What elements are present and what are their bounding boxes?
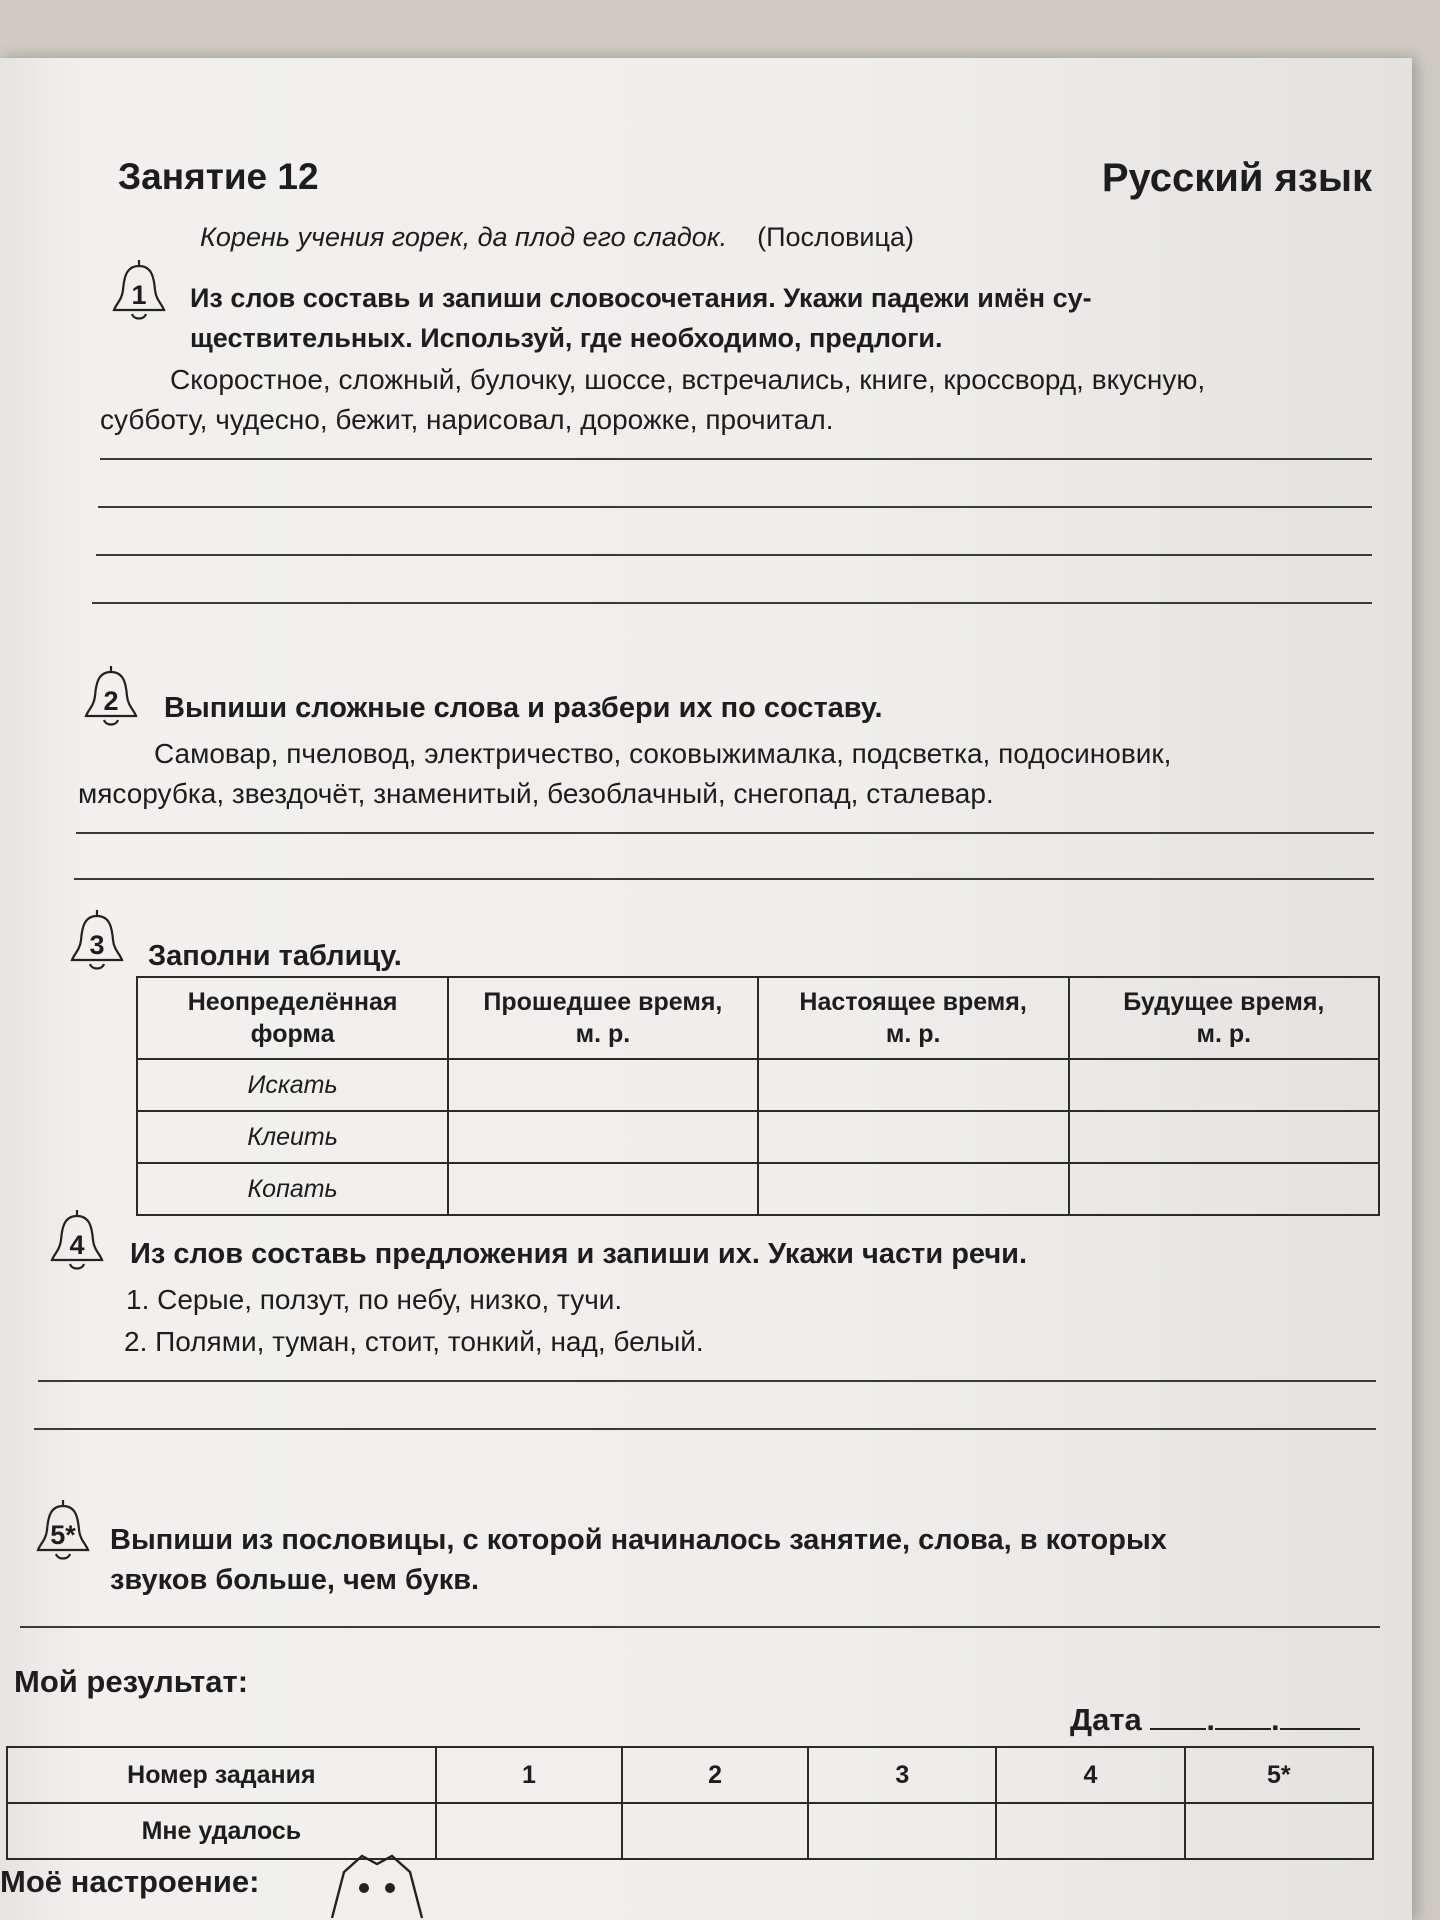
subject-title: Русский язык [1101,156,1372,200]
answer-line[interactable] [92,602,1372,604]
verb-cell: Клеить [137,1111,448,1163]
answer-cell[interactable] [758,1163,1069,1215]
mood-face-icon[interactable] [322,1842,432,1920]
answer-cell[interactable] [448,1111,757,1163]
answer-line[interactable] [76,832,1374,834]
task-2-words-line2: мясорубка, звездочёт, знаменитый, безоблачный, снегопад, сталевар. [78,778,994,809]
bell-icon [110,256,168,322]
task-1-words-line2: субботу, чудесно, бежит, нарисовал, дорожке, прочитал. [100,404,834,435]
answer-line[interactable] [20,1626,1380,1628]
table-header: Неопределённая форма [137,977,448,1059]
result-row-label: Номер задания [7,1747,436,1803]
task-1-words-line1: Скоростное, сложный, булочку, шоссе, встречались, книге, кроссворд, вкусную, [170,364,1206,395]
bell-icon [48,1206,106,1272]
answer-cell[interactable] [1069,1111,1379,1163]
proverb-source: (Пословица) [757,222,914,252]
task-number-cell: 4 [996,1747,1184,1803]
proverb-text: Корень учения горек, да плод его сладок. [200,222,728,252]
bell-icon [68,906,126,972]
proverb [200,222,914,253]
task-number: 2 [103,686,119,716]
answer-line[interactable] [74,878,1374,880]
verb-cell: Искать [137,1059,448,1111]
task-2-words-line1: Самовар, пчеловод, электричество, соковыжималка, подсветка, подосиновик, [154,738,1172,769]
task-number-cell: 2 [622,1747,808,1803]
task-number-cell: 5* [1185,1747,1373,1803]
answer-line[interactable] [96,554,1372,556]
result-cell[interactable] [1185,1803,1373,1859]
answer-line[interactable] [98,506,1372,508]
task-number: 4 [69,1230,85,1260]
date-label: Дата . . [1070,1702,1360,1738]
answer-cell[interactable] [758,1059,1069,1111]
verb-cell: Копать [137,1163,448,1215]
table-row [137,1059,1379,1111]
answer-line[interactable] [34,1428,1376,1430]
answer-cell[interactable] [448,1163,757,1215]
table-row [137,1111,1379,1163]
bell-icon [34,1496,92,1562]
answer-cell[interactable] [1069,1059,1379,1111]
verb-table [136,976,1380,1216]
answer-cell[interactable] [448,1059,757,1111]
result-cell[interactable] [996,1803,1184,1859]
task-2-instruction: Выпиши сложные слова и разбери их по составу. [164,692,883,724]
table-header: Настоящее время, м. р. [758,977,1069,1059]
task-3-instruction: Заполни таблицу. [148,940,402,972]
task-1-instruction: Из слов составь и запиши словосочетания. Укажи падежи имён су- ществительных. Используй, где необходимо, предлоги. [190,283,1092,353]
result-table [6,1746,1374,1860]
task-5-instruction: Выпиши из пословицы, с которой начиналось занятие, слова, в которых звуков больше, чем букв. [110,1524,1167,1596]
table-row [137,1163,1379,1215]
task-number: 1 [131,280,147,310]
result-row-label: Мне удалось [7,1803,436,1859]
task-number-cell: 1 [436,1747,622,1803]
task-4-sentence-2: 2. Полями, туман, стоит, тонкий, над, белый. [124,1326,704,1357]
task-number: 5* [50,1520,76,1550]
answer-cell[interactable] [758,1111,1069,1163]
table-header: Будущее время, м. р. [1069,977,1379,1059]
result-cell[interactable] [808,1803,996,1859]
answer-line[interactable] [38,1380,1376,1382]
mood-label: Моё настроение: [0,1864,260,1899]
result-cell[interactable] [622,1803,808,1859]
task-4-instruction: Из слов составь предложения и запиши их. Укажи части речи. [130,1238,1028,1270]
answer-cell[interactable] [1069,1163,1379,1215]
result-cell[interactable] [436,1803,622,1859]
table-header: Прошедшее время, м. р. [448,977,757,1059]
bell-icon [82,662,140,728]
task-4-sentence-1: 1. Серые, ползут, по небу, низко, тучи. [126,1284,623,1315]
answer-line[interactable] [100,458,1372,460]
workbook-page [0,58,1412,1920]
task-number: 3 [89,930,105,960]
lesson-title: Занятие 12 [118,156,319,197]
result-title: Мой результат: [14,1664,249,1699]
task-number-cell: 3 [808,1747,996,1803]
